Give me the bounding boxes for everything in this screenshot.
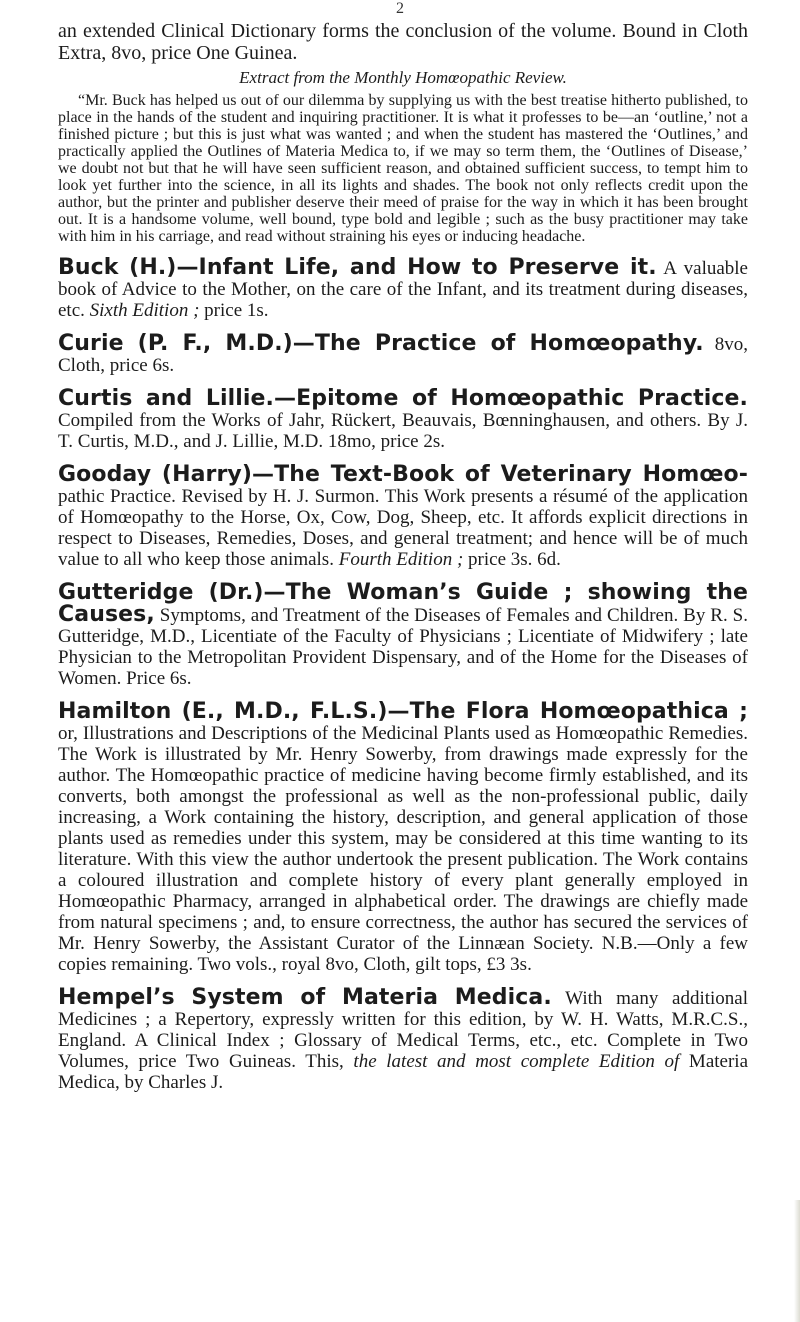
entry-curie xyxy=(58,333,748,376)
entry-gutteridge xyxy=(58,582,748,689)
review-quote: “Mr. Buck has helped us out of our dilemma by supplying us with the best treatise hitherto published, to place in the hands of the student and inquiring practitioner. It is what it professes to be—an ‘outline,’ not a finished picture ; but this is just what was wanted ; and when the student has mastered the ‘Outlines,’ and practically applied the Outlines of Materia Medica to, if we may so term them, the ‘Outlines of Disease,’ we doubt not but that he will have seen sufficient reason, and obtained sufficient success, to tempt him to look yet further into the science, in all its lights and shades. The book not only reflects credit upon the author, but the printer and publisher deserve their meed of praise for the way in which it has been brought out. It is a handsome volume, well bound, type bold and legible ; such as the busy practitioner may take with him in his carriage, and read without straining his eyes or inducing headache. xyxy=(58,92,748,245)
entry-curtis-lillie xyxy=(58,388,748,452)
entry-heading: Hamilton (E., M.D., F.L.S.)—The Flora Homœopathica ; xyxy=(58,699,748,724)
entry-body: pathic Practice. Revised by H. J. Surmon. This Work presents a résumé of the application of Homœopathy to the Horse, Ox, Cow, Dog, Sheep, etc. It affords explicit directions in respect to Diseases, Remedies, Doses, and general treatment; and hence will be of much value to all who keep those animals. xyxy=(58,486,748,570)
entry-heading-tail: A valuable xyxy=(656,258,748,279)
entry-heading-tail: With many additional xyxy=(551,988,748,1009)
entry-heading: Hempel’s System of Materia Medica. xyxy=(58,985,552,1010)
page-number: 2 xyxy=(396,0,404,17)
extract-title: Extract from the Monthly Homœopathic Review. xyxy=(239,68,567,87)
entry-edition: the latest and most complete Edition of xyxy=(343,1051,680,1072)
entry-body: Cloth, price 6s. xyxy=(58,355,175,376)
entry-heading-tail: 8vo, xyxy=(703,334,748,355)
entry-heading: Buck (H.)—Infant Life, and How to Preserve it. xyxy=(58,255,657,280)
entry-body: Symptoms, and Treatment of the Diseases of Females and Children. By R. S. Gutteridge, M.D., Licentiate of the Faculty of Physicians ; Licentiate of Midwifery ; late Physician to the Metropolitan Provident Dispensary, and of the Home for the Diseases of Women. Price 6s. xyxy=(58,605,748,689)
entry-price: price 1s. xyxy=(199,300,269,321)
entry-edition: Sixth Edition ; xyxy=(84,300,200,321)
entry-body: Compiled from the Works of Jahr, Rückert, Beauvais, Bœnninghausen, and others. By J. T. Curtis, M.D., and J. Lillie, M.D. 18mo, price 2s. xyxy=(58,410,748,452)
entry-price: Materia Medica, by Charles J. xyxy=(58,1051,749,1093)
entry-body: Medicines ; a Repertory, expressly written for this edition, by W. H. Watts, M.R.C.S., England. A Clinical Index ; Glossary of Medical Terms, etc., etc. Complete in Two Volumes, price Two Guineas. This, xyxy=(58,1009,748,1072)
entry-body: book of Advice to the Mother, on the care of the Infant, and its treatment during diseases, etc. xyxy=(58,279,748,321)
entry-edition: Fourth Edition ; xyxy=(333,549,464,570)
entry-body: or, Illustrations and Descriptions of the Medicinal Plants used as Homœopathic Remedies. The Work is illustrated by Mr. Henry Sowerby, from drawings made expressly for the author. The Homœopathic practice of medicine having become firmly established, and its converts, both amongst the professional as well as the non-professional public, daily increasing, a Work containing the history, description, and general application of those plants used as remedies under this system, may be considered at this time wanting to its literature. With this view the author undertook the present publication. The Work contains a coloured illustration and complete history of every plant generally employed in Homœopathic Pharmacy, arranged in alphabetical order. The drawings are chiefly made from natural specimens ; and, to ensure correctness, the author has secured the services of Mr. Henry Sowerby, the Assistant Curator of the Linnæan Society. N.B.—Only a few copies remaining. Two vols., royal 8vo, Cloth, gilt tops, £3 3s. xyxy=(58,723,748,975)
entry-hamilton xyxy=(58,701,748,975)
entry-heading: Gutteridge (Dr.)—The Woman’s Guide ; showing the Causes, xyxy=(58,580,748,627)
scan-page-edge xyxy=(794,1200,800,1322)
entry-price: price 3s. 6d. xyxy=(463,549,561,570)
intro-paragraph: an extended Clinical Dictionary forms the conclusion of the volume. Bound in Cloth Extra, 8vo, price One Guinea. xyxy=(58,20,748,64)
entry-buck xyxy=(58,257,748,321)
entry-heading: Curtis and Lillie.—Epitome of Homœopathic Practice. xyxy=(58,386,748,411)
entry-gooday xyxy=(58,464,748,570)
document-body xyxy=(58,20,748,1105)
entry-hempel xyxy=(58,987,748,1093)
entry-heading: Gooday (Harry)—The Text-Book of Veterinary Homœo- xyxy=(58,462,748,487)
entry-heading: Curie (P. F., M.D.)—The Practice of Homœopathy. xyxy=(58,331,704,356)
